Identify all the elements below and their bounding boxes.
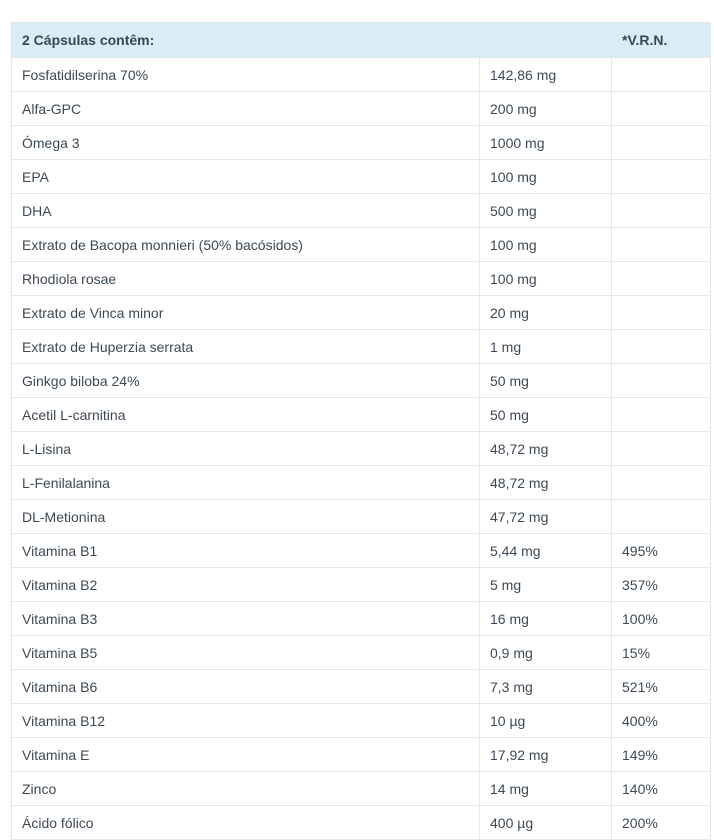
amount-cell: 50 mg bbox=[480, 364, 612, 398]
amount-cell: 20 mg bbox=[480, 296, 612, 330]
ingredient-cell: Vitamina B5 bbox=[12, 636, 480, 670]
vrn-cell: 495% bbox=[612, 534, 711, 568]
vrn-cell: 140% bbox=[612, 772, 711, 806]
table-row bbox=[12, 636, 711, 670]
vrn-cell bbox=[612, 194, 711, 228]
amount-cell: 1 mg bbox=[480, 330, 612, 364]
vrn-cell bbox=[612, 398, 711, 432]
table-row bbox=[12, 738, 711, 772]
amount-cell: 500 mg bbox=[480, 194, 612, 228]
amount-cell: 5 mg bbox=[480, 568, 612, 602]
vrn-cell bbox=[612, 262, 711, 296]
ingredient-cell: Vitamina B6 bbox=[12, 670, 480, 704]
vrn-cell: 521% bbox=[612, 670, 711, 704]
amount-cell: 100 mg bbox=[480, 160, 612, 194]
nutrition-table-container bbox=[11, 22, 710, 840]
ingredient-cell: L-Lisina bbox=[12, 432, 480, 466]
table-row bbox=[12, 126, 711, 160]
table-row bbox=[12, 670, 711, 704]
ingredient-cell: Vitamina B12 bbox=[12, 704, 480, 738]
nutrition-table bbox=[11, 22, 711, 840]
ingredient-cell: Extrato de Vinca minor bbox=[12, 296, 480, 330]
amount-cell: 400 µg bbox=[480, 806, 612, 840]
vrn-cell bbox=[612, 466, 711, 500]
table-row bbox=[12, 194, 711, 228]
table-row bbox=[12, 228, 711, 262]
ingredient-cell: Fosfatidilserina 70% bbox=[12, 58, 480, 92]
ingredient-cell: Vitamina E bbox=[12, 738, 480, 772]
ingredient-cell: Rhodiola rosae bbox=[12, 262, 480, 296]
table-row bbox=[12, 806, 711, 840]
vrn-cell: 149% bbox=[612, 738, 711, 772]
vrn-cell bbox=[612, 126, 711, 160]
ingredient-cell: Zinco bbox=[12, 772, 480, 806]
ingredient-cell: Vitamina B3 bbox=[12, 602, 480, 636]
ingredient-cell: Vitamina B1 bbox=[12, 534, 480, 568]
amount-cell: 200 mg bbox=[480, 92, 612, 126]
amount-cell: 16 mg bbox=[480, 602, 612, 636]
table-row bbox=[12, 160, 711, 194]
amount-cell: 10 µg bbox=[480, 704, 612, 738]
table-row bbox=[12, 330, 711, 364]
table-row bbox=[12, 296, 711, 330]
amount-cell: 7,3 mg bbox=[480, 670, 612, 704]
vrn-cell: 15% bbox=[612, 636, 711, 670]
amount-cell: 100 mg bbox=[480, 262, 612, 296]
table-row bbox=[12, 704, 711, 738]
table-row bbox=[12, 602, 711, 636]
ingredient-cell: Extrato de Huperzia serrata bbox=[12, 330, 480, 364]
table-header bbox=[12, 23, 711, 58]
ingredient-cell: DHA bbox=[12, 194, 480, 228]
vrn-cell: 100% bbox=[612, 602, 711, 636]
amount-cell: 50 mg bbox=[480, 398, 612, 432]
vrn-cell bbox=[612, 364, 711, 398]
vrn-cell: 200% bbox=[612, 806, 711, 840]
amount-cell: 48,72 mg bbox=[480, 466, 612, 500]
table-row bbox=[12, 568, 711, 602]
amount-cell: 5,44 mg bbox=[480, 534, 612, 568]
header-vrn: *V.R.N. bbox=[612, 23, 711, 58]
header-ingredient: 2 Cápsulas contêm: bbox=[12, 23, 480, 58]
vrn-cell bbox=[612, 330, 711, 364]
ingredient-cell: Alfa-GPC bbox=[12, 92, 480, 126]
table-row bbox=[12, 500, 711, 534]
table-row bbox=[12, 534, 711, 568]
amount-cell: 1000 mg bbox=[480, 126, 612, 160]
ingredient-cell: L-Fenilalanina bbox=[12, 466, 480, 500]
ingredient-cell: Ómega 3 bbox=[12, 126, 480, 160]
vrn-cell bbox=[612, 432, 711, 466]
table-row bbox=[12, 58, 711, 92]
vrn-cell bbox=[612, 500, 711, 534]
ingredient-cell: Ácido fólico bbox=[12, 806, 480, 840]
table-row bbox=[12, 432, 711, 466]
vrn-cell bbox=[612, 58, 711, 92]
amount-cell: 47,72 mg bbox=[480, 500, 612, 534]
ingredient-cell: EPA bbox=[12, 160, 480, 194]
vrn-cell bbox=[612, 92, 711, 126]
ingredient-cell: Vitamina B2 bbox=[12, 568, 480, 602]
ingredient-cell: DL-Metionina bbox=[12, 500, 480, 534]
amount-cell: 0,9 mg bbox=[480, 636, 612, 670]
vrn-cell bbox=[612, 160, 711, 194]
ingredient-cell: Acetil L-carnitina bbox=[12, 398, 480, 432]
table-row bbox=[12, 398, 711, 432]
amount-cell: 17,92 mg bbox=[480, 738, 612, 772]
table-row bbox=[12, 262, 711, 296]
table-row bbox=[12, 772, 711, 806]
header-amount bbox=[480, 23, 612, 58]
header-row bbox=[12, 23, 711, 58]
vrn-cell: 357% bbox=[612, 568, 711, 602]
amount-cell: 142,86 mg bbox=[480, 58, 612, 92]
amount-cell: 14 mg bbox=[480, 772, 612, 806]
amount-cell: 100 mg bbox=[480, 228, 612, 262]
table-row bbox=[12, 364, 711, 398]
vrn-cell bbox=[612, 296, 711, 330]
amount-cell: 48,72 mg bbox=[480, 432, 612, 466]
ingredient-cell: Ginkgo biloba 24% bbox=[12, 364, 480, 398]
table-row bbox=[12, 466, 711, 500]
vrn-cell: 400% bbox=[612, 704, 711, 738]
table-row bbox=[12, 92, 711, 126]
vrn-cell bbox=[612, 228, 711, 262]
ingredient-cell: Extrato de Bacopa monnieri (50% bacósidos) bbox=[12, 228, 480, 262]
table-body bbox=[12, 58, 711, 840]
